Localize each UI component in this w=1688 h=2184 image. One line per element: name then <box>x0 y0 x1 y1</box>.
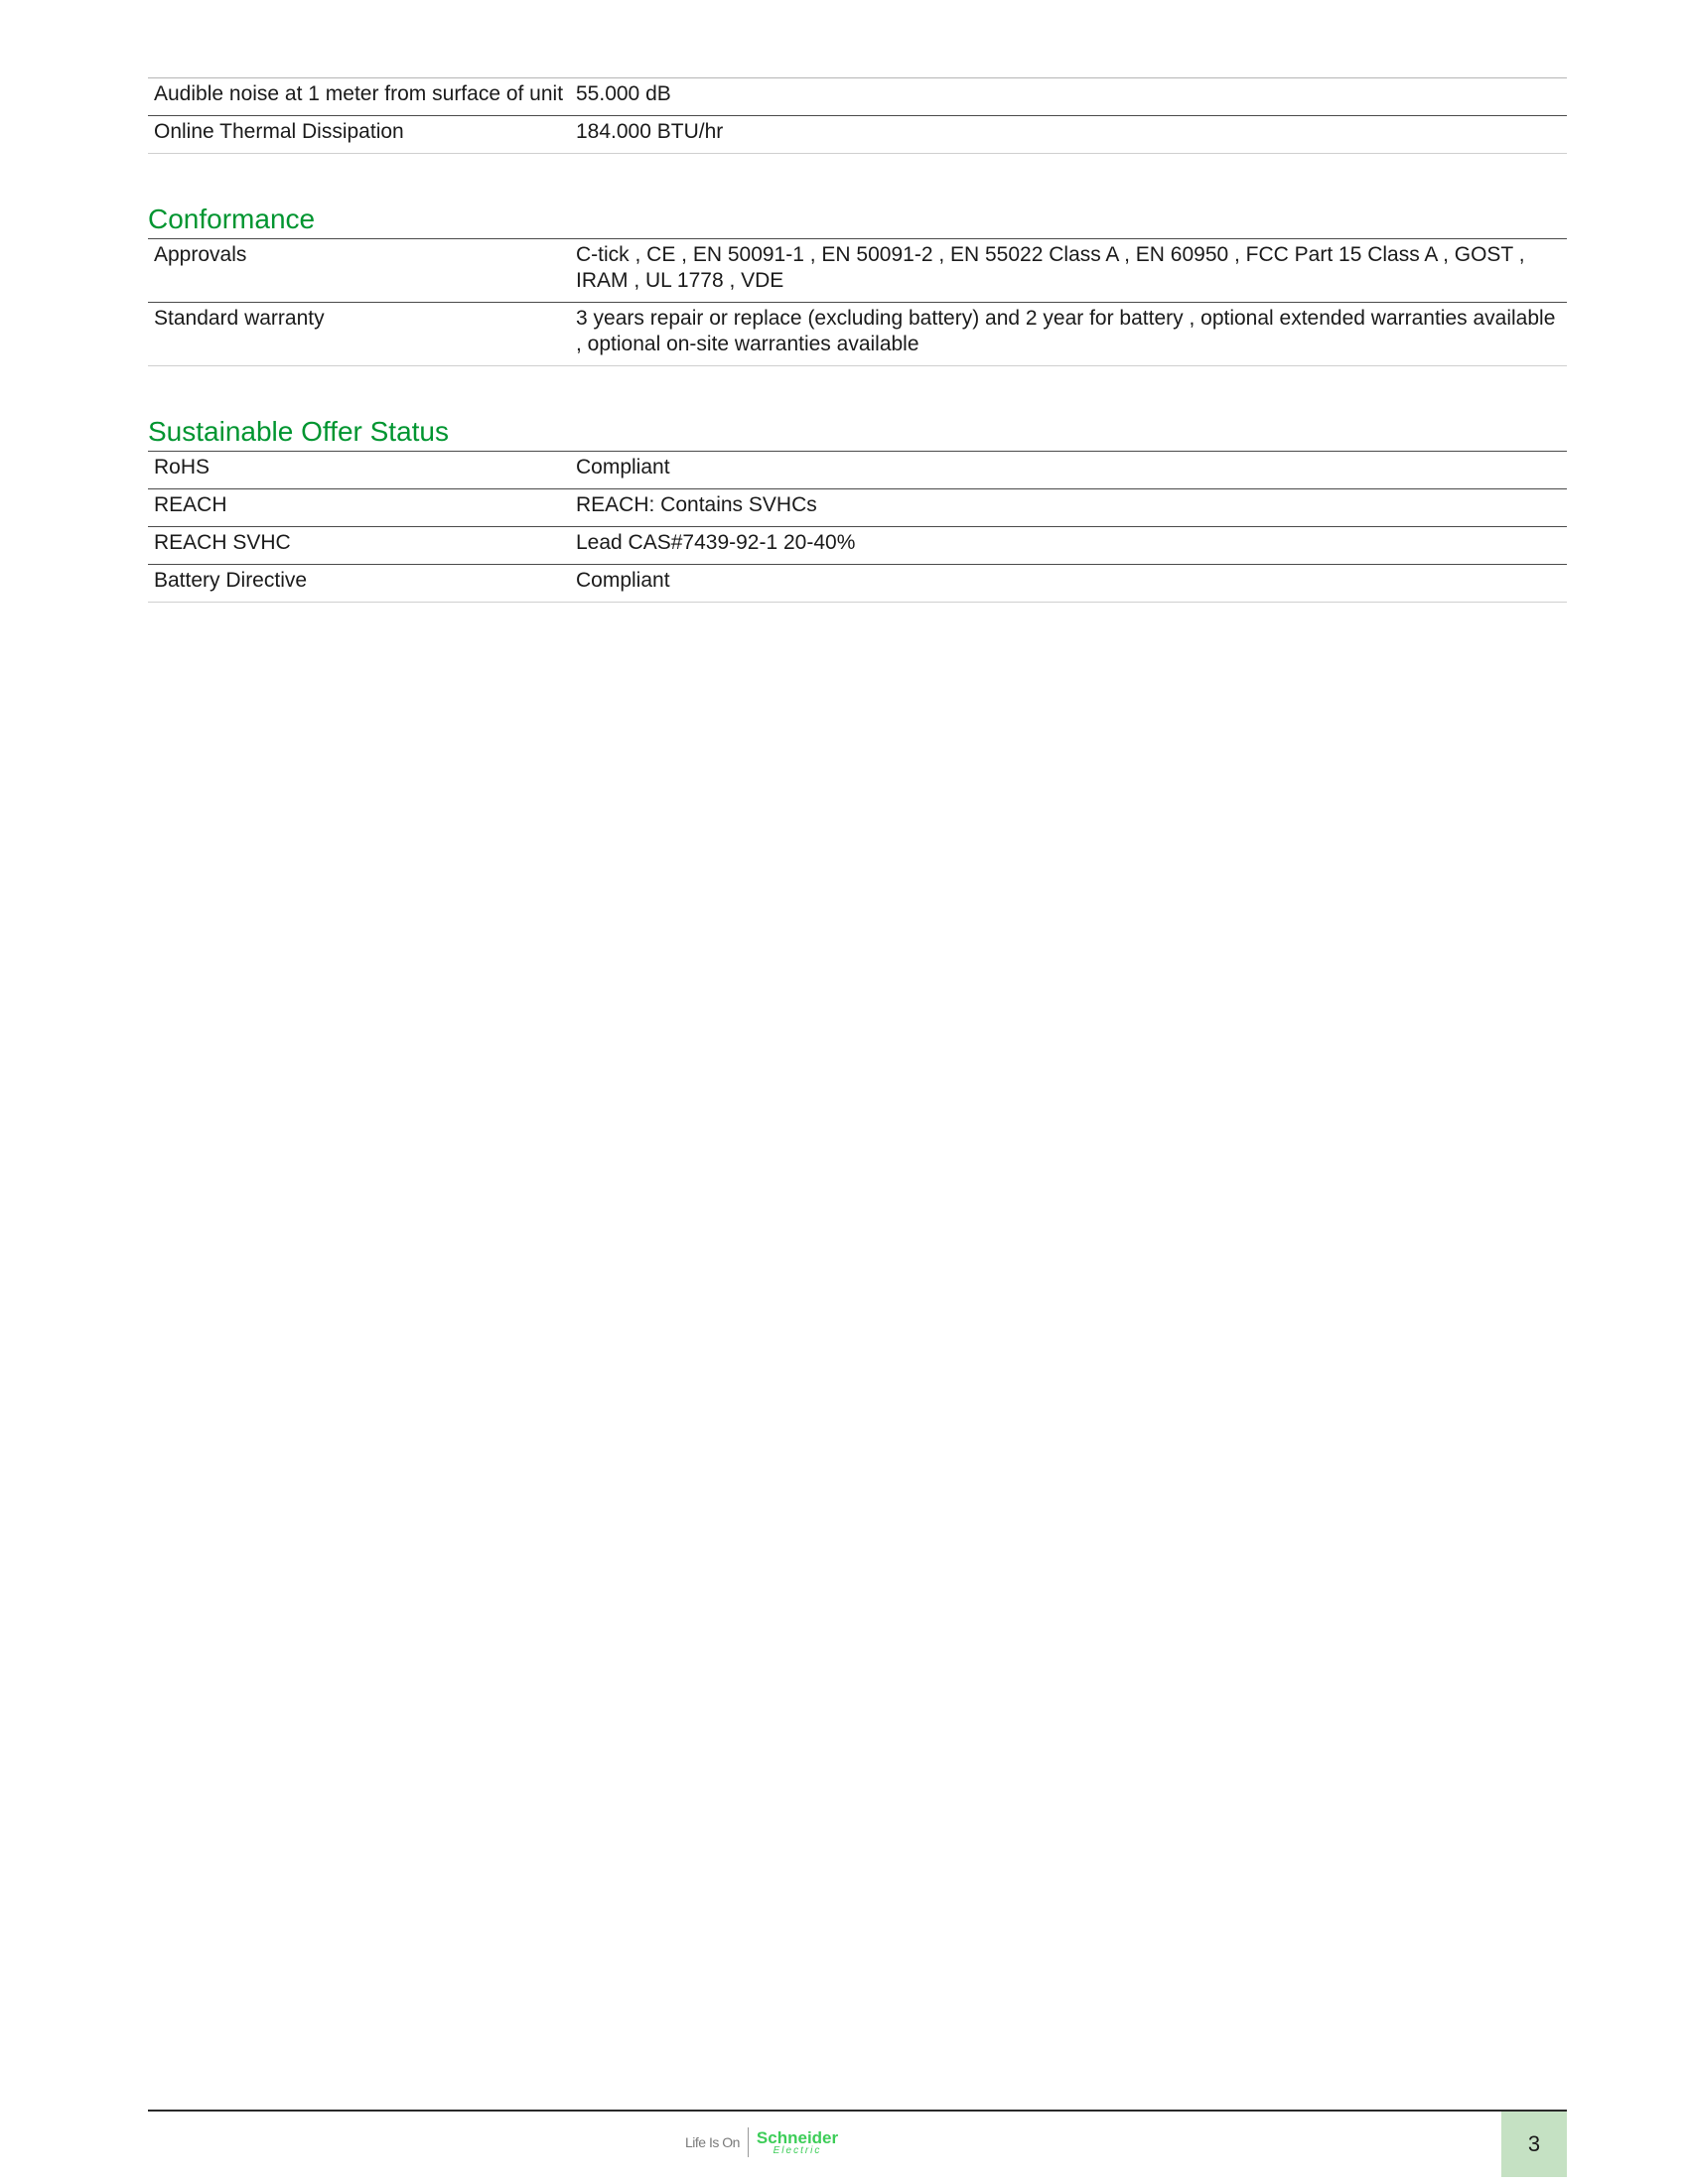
spec-value: Compliant <box>570 565 1567 603</box>
spec-table-sustainable <box>148 451 1567 603</box>
spec-label: Battery Directive <box>148 565 570 603</box>
table-row <box>148 489 1567 527</box>
table-row <box>148 452 1567 489</box>
spec-label: RoHS <box>148 452 570 489</box>
spec-label: REACH SVHC <box>148 527 570 565</box>
spec-label: Standard warranty <box>148 303 570 366</box>
table-row <box>148 116 1567 154</box>
table-row <box>148 78 1567 116</box>
spec-label: Approvals <box>148 239 570 303</box>
spec-value: REACH: Contains SVHCs <box>570 489 1567 527</box>
table-row <box>148 303 1567 366</box>
brand-sub: Electric <box>773 2144 822 2156</box>
section-title-conformance: Conformance <box>148 204 316 234</box>
life-is-on-tagline: Life Is On <box>685 2134 740 2150</box>
spec-value: C-tick , CE , EN 50091-1 , EN 50091-2 , EN 55022 Class A , EN 60950 , FCC Part 15 Class A , GOST , IRAM , UL 1778 , VDE <box>570 239 1567 303</box>
spec-label: Audible noise at 1 meter from surface of unit <box>148 78 570 116</box>
footer-divider <box>148 2110 1567 2112</box>
schneider-electric-logo <box>757 2129 838 2156</box>
spec-value: 184.000 BTU/hr <box>570 116 1567 154</box>
table-row <box>148 239 1567 303</box>
table-row <box>148 527 1567 565</box>
spec-sheet <box>148 77 1567 603</box>
table-row <box>148 565 1567 603</box>
page-number: 3 <box>1501 2112 1567 2177</box>
spec-table-conformance <box>148 238 1567 366</box>
section-title-sustainable: Sustainable Offer Status <box>148 416 449 447</box>
spec-label: Online Thermal Dissipation <box>148 116 570 154</box>
footer-logo <box>685 2124 838 2160</box>
spec-table-top <box>148 77 1567 154</box>
spec-value: 55.000 dB <box>570 78 1567 116</box>
spec-value: 3 years repair or replace (excluding battery) and 2 year for battery , optional extended warranties available , optional on-site warranties available <box>570 303 1567 366</box>
spec-value: Compliant <box>570 452 1567 489</box>
brand-name: Schneider <box>756 2127 839 2147</box>
spec-label: REACH <box>148 489 570 527</box>
spec-value: Lead CAS#7439-92-1 20-40% <box>570 527 1567 565</box>
logo-separator <box>748 2127 749 2157</box>
